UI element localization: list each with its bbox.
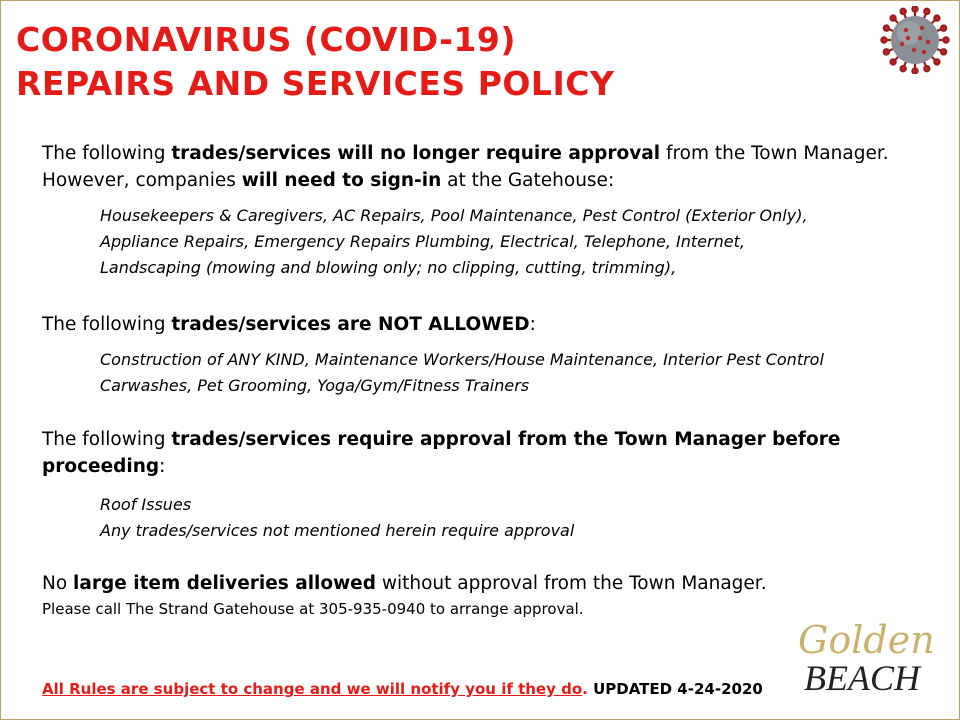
virus-spike-tip (884, 49, 889, 54)
list-item: Landscaping (mowing and blowing only; no clipping, cutting, trimming), (100, 258, 677, 277)
coronavirus-icon (878, 6, 952, 74)
virus-spike-tip (901, 9, 906, 14)
virus-spike-tip (924, 66, 929, 71)
list-item: Any trades/services not mentioned herein require approval (100, 521, 575, 540)
rules-disclaimer: All Rules are subject to change and we will notify you if they do (42, 680, 583, 698)
section-no-approval-line2: However, companies will need to sign-in at the Gatehouse: (42, 170, 615, 191)
virus-surface-dot (906, 36, 910, 40)
virus-surface-dot (900, 42, 904, 46)
section-no-approval (42, 140, 889, 194)
title-line-2: REPAIRS AND SERVICES POLICY (16, 64, 615, 103)
page-title (16, 18, 614, 106)
list-item: Housekeepers & Caregivers, AC Repairs, Pool Maintenance, Pest Control (Exterior Only), (100, 206, 808, 225)
section-no-approval-line1: The following trades/services will no longer require approval from the Town Manager. (42, 143, 889, 164)
section-require-approval: The following trades/services require approval from the Town Manager before proceeding: (42, 429, 841, 477)
virus-surface-dot (920, 26, 924, 30)
logo-beach-text: BEACH (804, 658, 920, 698)
virus-surface-dot (922, 50, 926, 54)
virus-spike-tip (884, 26, 889, 31)
disclaimer-period: . (582, 680, 588, 698)
virus-spike-tip (934, 59, 939, 64)
virus-spike-tip (912, 68, 917, 73)
virus-spike-tip (924, 9, 929, 14)
virus-spike-tip (901, 66, 906, 71)
list-item: Construction of ANY KIND, Maintenance Workers/House Maintenance, Interior Pest Control (100, 350, 824, 369)
not-allowed-services-list (100, 347, 824, 399)
gatehouse-call-note: Please call The Strand Gatehouse at 305-935-0940 to arrange approval. (42, 600, 584, 618)
virus-spike-tip (941, 49, 946, 54)
logo-golden-text: Golden (798, 618, 935, 662)
allowed-services-list (100, 203, 808, 281)
virus-surface-dot (926, 40, 930, 44)
section-deliveries: No large item deliveries allowed without approval from the Town Manager. (42, 573, 767, 594)
golden-beach-logo (780, 618, 940, 700)
section-not-allowed: The following trades/services are NOT ALLOWED: (42, 314, 536, 335)
virus-surface-dot (912, 48, 916, 52)
virus-spike-tip (890, 15, 895, 20)
approval-required-list (100, 492, 574, 544)
virus-surface-dot (904, 28, 908, 32)
updated-date: UPDATED 4-24-2020 (587, 680, 763, 698)
list-item: Roof Issues (100, 495, 192, 514)
title-line-1: CORONAVIRUS (COVID-19) (16, 20, 516, 59)
footer-note (42, 678, 763, 700)
virus-spike-tip (941, 26, 946, 31)
virus-surface-dot (918, 36, 922, 40)
virus-spike-tip (890, 59, 895, 64)
list-item: Appliance Repairs, Emergency Repairs Plumbing, Electrical, Telephone, Internet, (100, 232, 745, 251)
virus-spike-tip (943, 37, 948, 42)
virus-spike-tip (881, 37, 886, 42)
virus-spike-tip (912, 6, 917, 11)
list-item: Carwashes, Pet Grooming, Yoga/Gym/Fitness Trainers (100, 376, 530, 395)
virus-spike-tip (934, 15, 939, 20)
